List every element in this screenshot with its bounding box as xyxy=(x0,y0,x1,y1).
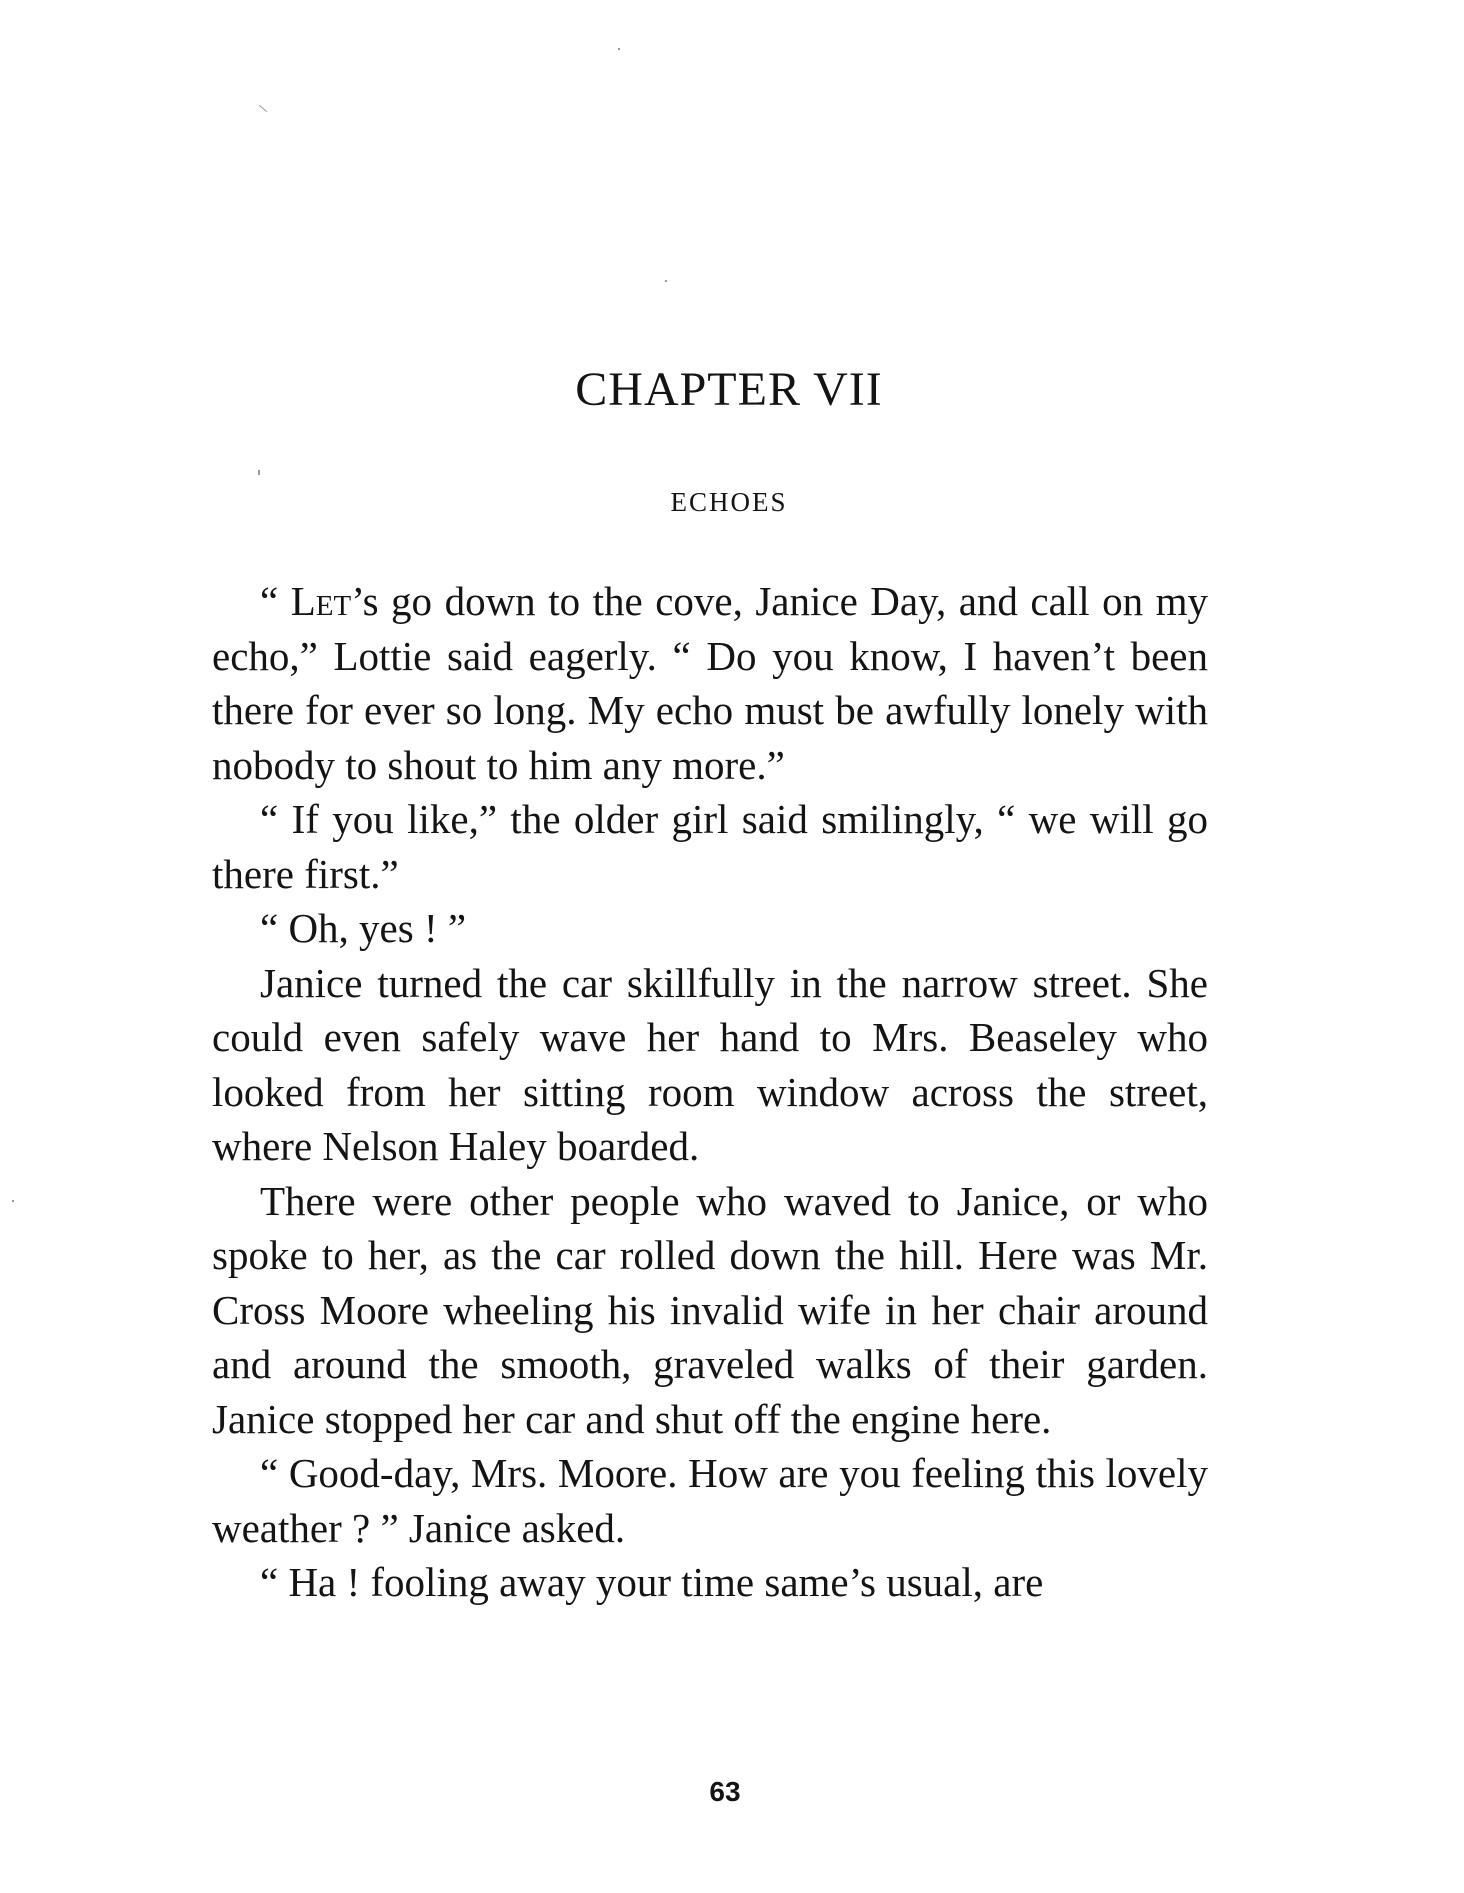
paragraph: “ Oh, yes ! ” xyxy=(260,905,467,951)
scan-speck xyxy=(259,105,267,112)
paragraph: Janice turned the car skillfully in the narrow street. She could even safely wave her hand to Mrs. Beaseley who looked from her sitting room window across the street, where Nelson Haley boarded. xyxy=(212,959,1208,1169)
paragraph: “ If you like,” the older girl said smilingly, “ we will go there first.” xyxy=(212,796,1208,897)
scan-speck xyxy=(618,48,620,50)
paragraph: “ Good-day, Mrs. Moore. How are you feeling this lovely weather ? ” Janice asked. xyxy=(212,1450,1208,1551)
paragraph: There were other people who waved to Janice, or who spoke to her, as the car rolled down the hill. Here was Mr. Cross Moore wheeling his invalid wife in her chair around and around the smooth, graveled walks of their garden. Janice stopped her car and shut off the engine here. xyxy=(212,1177,1208,1442)
chapter-title: CHAPTER VII xyxy=(575,363,883,416)
scan-speck xyxy=(12,1200,14,1202)
chapter-body xyxy=(212,574,1208,1610)
chapter-subtitle: ECHOES xyxy=(670,487,788,517)
page-number: 63 xyxy=(709,1776,741,1807)
paragraph-open-quote: “ xyxy=(260,578,291,624)
paragraph-lead-smallcaps: Let xyxy=(290,578,352,624)
paragraph xyxy=(212,574,1208,792)
paragraph: “ Ha ! fooling away your time same’s usual, are xyxy=(260,1559,1044,1605)
scan-speck xyxy=(665,280,667,282)
scan-speck xyxy=(258,470,260,475)
paragraph-text: ’s go down to the cove, Janice Day, and call on my echo,” Lottie said eagerly. “ Do you know, I haven’t been there for ever so long. My echo must be awfully lonely with nobody to shout to him any more.” xyxy=(212,578,1208,788)
